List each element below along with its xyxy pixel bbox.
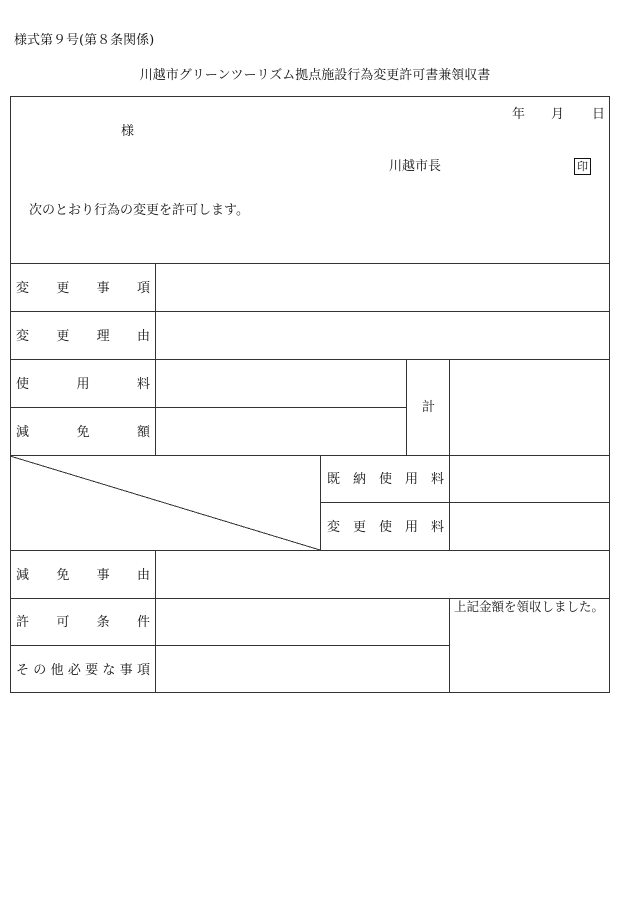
label-total: 計 [422,400,436,415]
date-year-label: 年 [512,107,526,122]
receipt-statement: 上記金額を領収しました。 [454,599,605,614]
form-number: 様式第９号(第８条関係) [14,33,155,48]
label-paid-usage-fee: 既 納 使 用 料 [327,471,444,487]
issuer-name: 川越市長 [389,159,442,174]
addressee-suffix: 様 [121,124,135,139]
label-usage-fee: 使 用 料 [16,376,150,392]
permit-statement: 次のとおり行為の変更を許可します。 [29,203,249,218]
diagonal-slash [10,456,320,550]
label-permit-conditions: 許 可 条 件 [16,614,150,630]
label-change-reason: 変 更 理 由 [16,328,150,344]
label-change-item: 変 更 事 項 [16,280,150,296]
label-other-matters: そ の 他 必 要 な 事 項 [16,662,150,678]
label-changed-usage-fee: 変 更 使 用 料 [327,519,444,535]
document-title: 川越市グリーンツーリズム拠点施設行為変更許可書兼領収書 [139,68,491,83]
label-reduction-reason: 減 免 事 由 [16,567,150,583]
label-reduction-amount: 減 免 額 [16,424,150,440]
seal-mark: 印 [574,158,591,175]
date-day-label: 日 [592,107,606,122]
date-month-label: 月 [551,107,565,122]
